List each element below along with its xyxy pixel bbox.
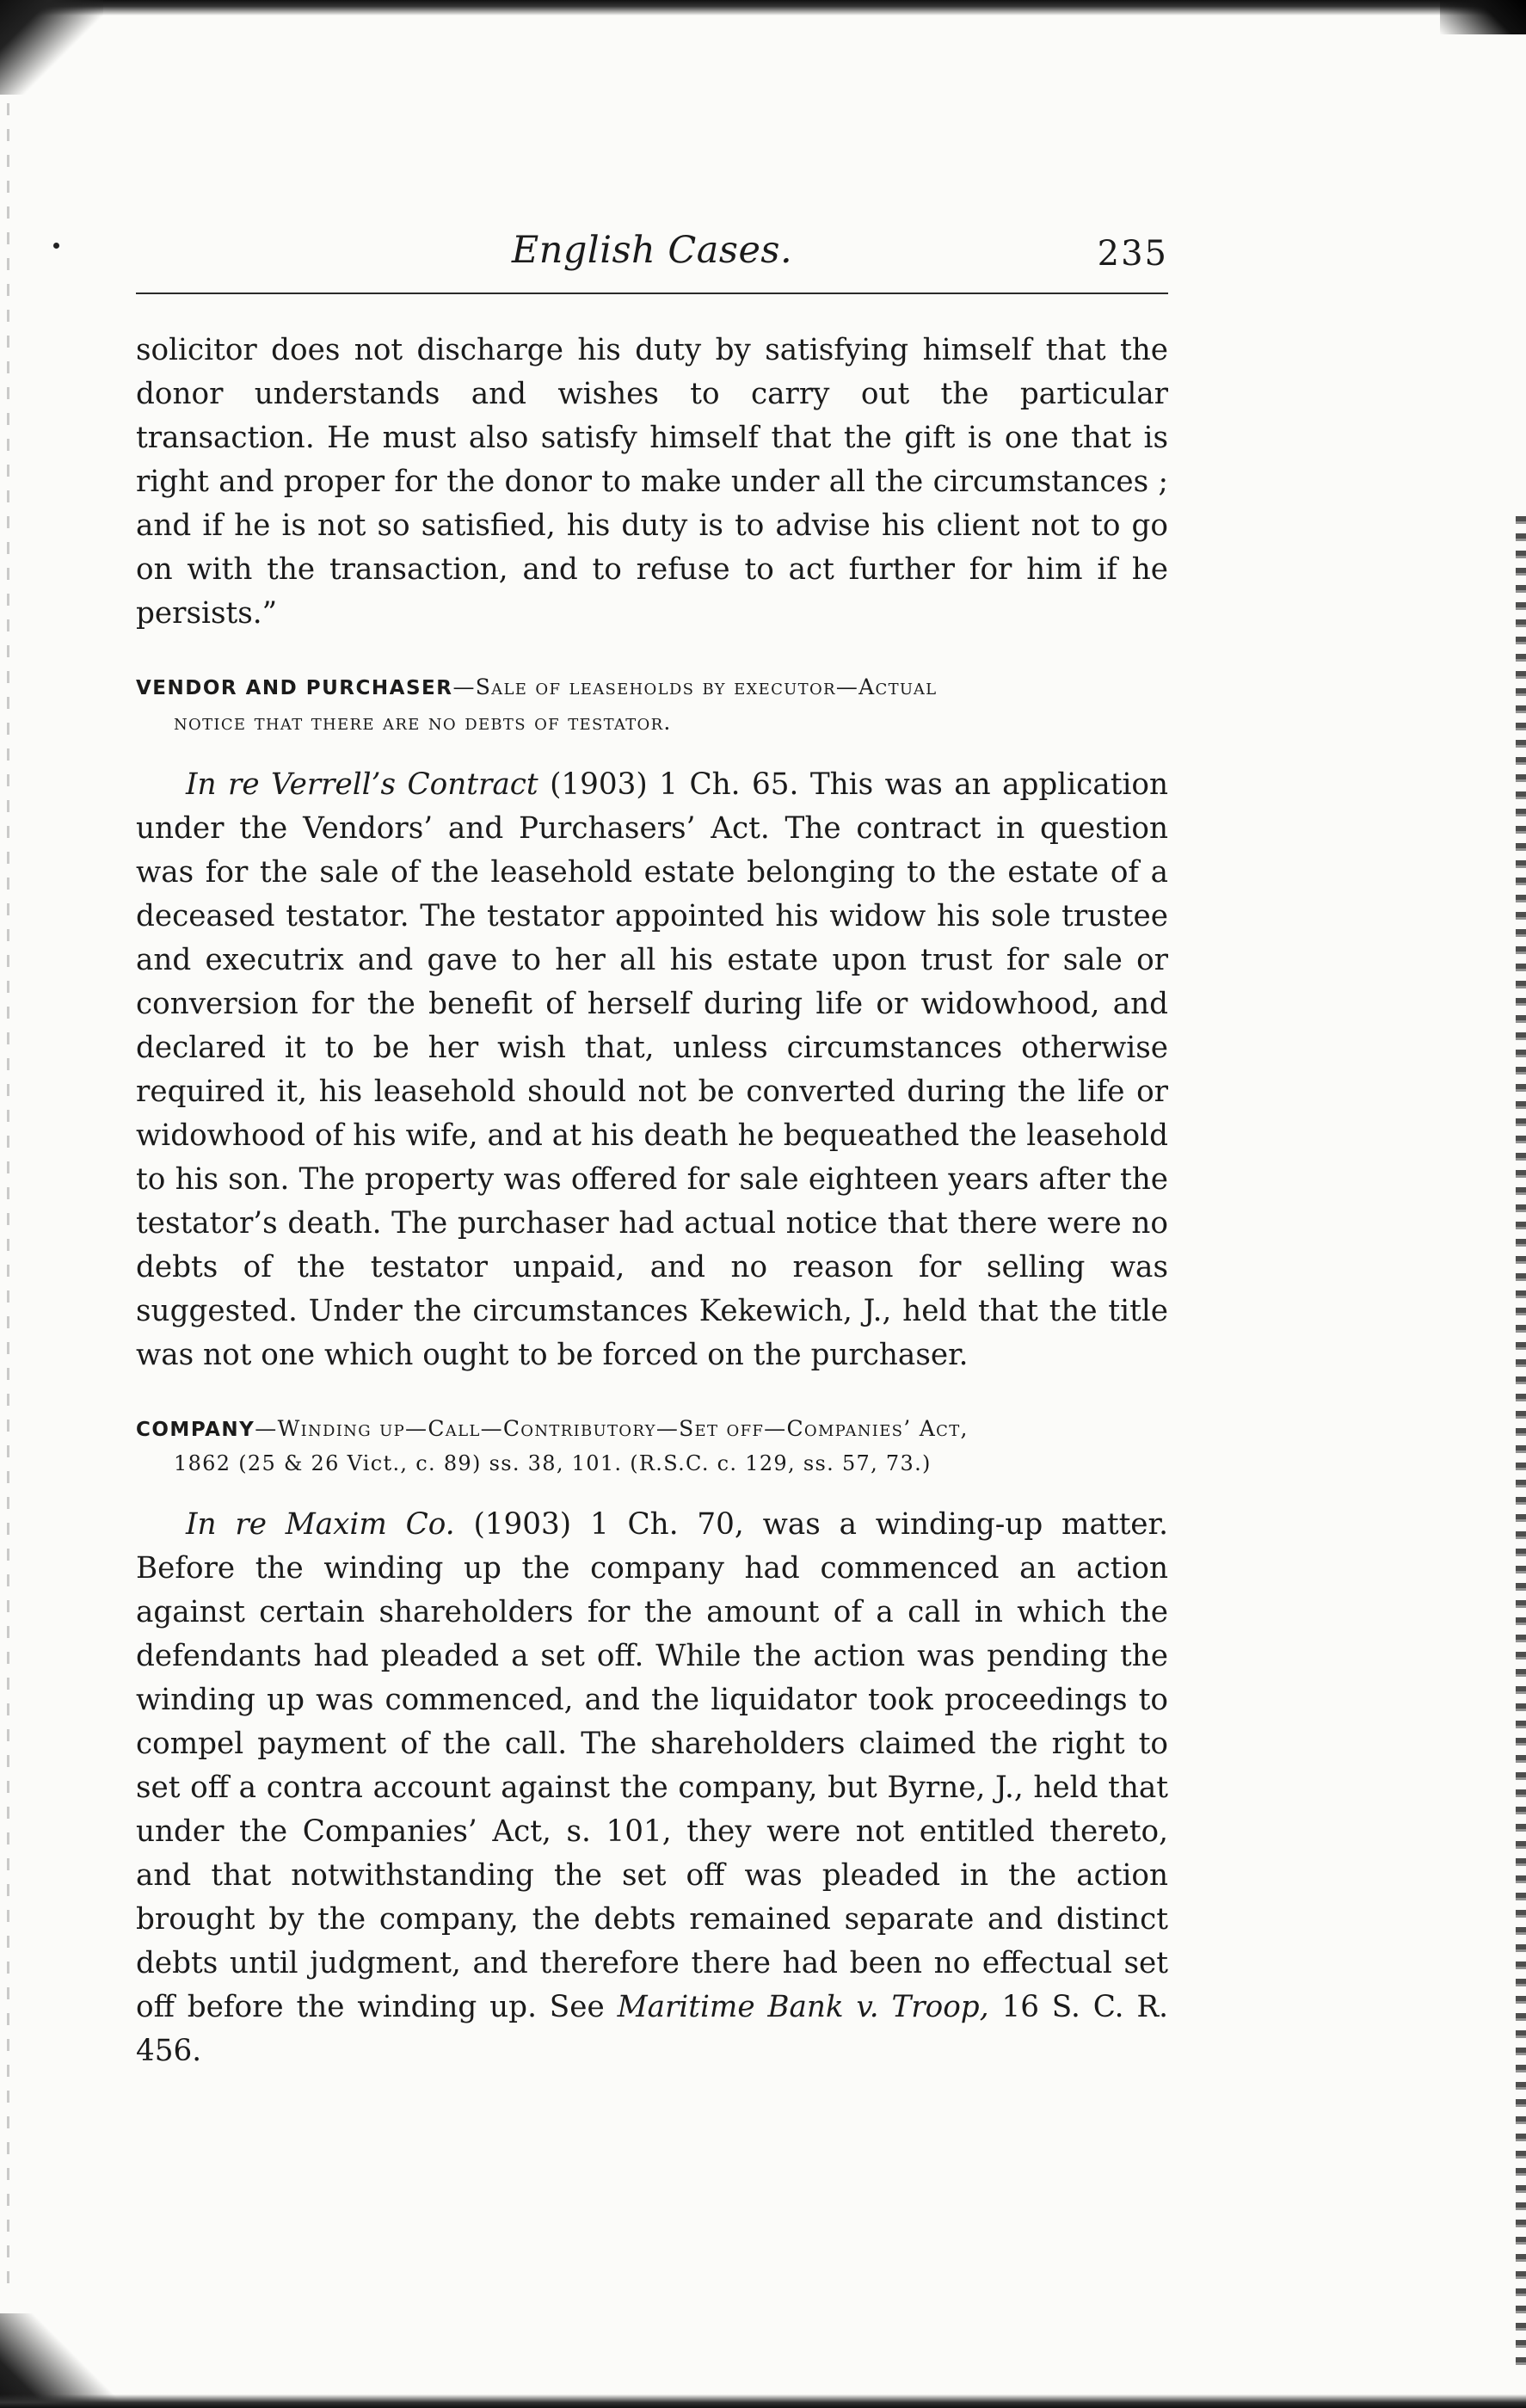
section-topic: COMPANY bbox=[136, 1419, 255, 1441]
scan-speck bbox=[53, 243, 59, 249]
page-content bbox=[136, 224, 1168, 2073]
cited-case: Maritime Bank v. Troop, bbox=[617, 1990, 989, 2024]
section-subheading-line2: notice that there are no debts of testator. bbox=[174, 710, 672, 735]
section-subheading-line1: —Winding up—Call—Contributory—Set off—Companies’ Act, bbox=[255, 1416, 969, 1441]
section-heading-vendor-purchaser bbox=[136, 670, 1168, 739]
page-header bbox=[136, 224, 1168, 294]
section-topic: VENDOR AND PURCHASER bbox=[136, 677, 453, 699]
case-name: In re Maxim Co. bbox=[186, 1507, 455, 1542]
case-text: (1903) 1 Ch. 70, was a winding-up matter. Before the winding up the company had commenced an action against certain shareholders for the amount of a call in which the defendants had pleaded a set off. While the action was pending the winding up was commenced, and the liquidator took proceedings to compel payment of the call. The shareholders claimed the right to set off a contra account against the company, but Byrne, J., held that under the Companies’ Act, s. 101, they were not entitled thereto, and that notwithstanding the set off was pleaded in the action brought by the company, the debts remained separate and distinct debts until judgment, and therefore there had been no effectual set off before the winding up. See bbox=[136, 1507, 1168, 2024]
scan-edge-left bbox=[7, 103, 9, 2288]
scan-edge-bottom bbox=[0, 2394, 1526, 2408]
scan-edge-top bbox=[0, 0, 1526, 15]
page-number: 235 bbox=[1097, 234, 1168, 274]
running-head: English Cases. bbox=[511, 229, 793, 272]
section-heading-company bbox=[136, 1412, 1168, 1481]
scan-edge-right bbox=[1516, 516, 1526, 2366]
opening-paragraph: solicitor does not discharge his duty by satisfying himself that the donor understands and wishes to carry out the particular transaction. He must also satisfy himself that the gift is one that is right and proper for the donor to make under all the circumstances ; and if he is not so satisfied, his duty is to advise his client not to go on with the transaction, and to refuse to act further for him if he persists.” bbox=[136, 333, 1168, 631]
section-subheading-line2: 1862 (25 & 26 Vict., c. 89) ss. 38, 101. (R.S.C. c. 129, ss. 57, 73.) bbox=[174, 1451, 932, 1475]
section-subheading-line1: —Sale of leaseholds by executor—Actual bbox=[452, 674, 938, 699]
scan-corner-top-left bbox=[0, 0, 103, 95]
citation: 16 S. C. R. 456. bbox=[136, 1990, 1169, 2068]
case-paragraph-verrell bbox=[136, 763, 1168, 1377]
scan-corner-top-right bbox=[1440, 0, 1526, 34]
case-name: In re Verrell’s Contract bbox=[186, 767, 538, 802]
case-text: (1903) 1 Ch. 65. This was an application under the Vendors’ and Purchasers’ Act. The contract in question was for the sale of the leasehold estate belonging to the estate of a deceased testator. The testator appointed his widow his sole trustee and executrix and gave to her all his estate upon trust for sale or conversion for the benefit of herself during life or widowhood, and declared it to be her wish that, unless circumstances otherwise required it, his leasehold should not be converted during the life or widowhood of his wife, and at his death he bequeathed the leasehold to his son. The property was offered for sale eighteen years after the testator’s death. The purchaser had actual notice that there were no debts of the testator unpaid, and no reason for selling was suggested. Under the circumstances Kekewich, J., held that the title was not one which ought to be forced on the purchaser. bbox=[136, 767, 1168, 1372]
case-paragraph-maxim bbox=[136, 1503, 1168, 2073]
